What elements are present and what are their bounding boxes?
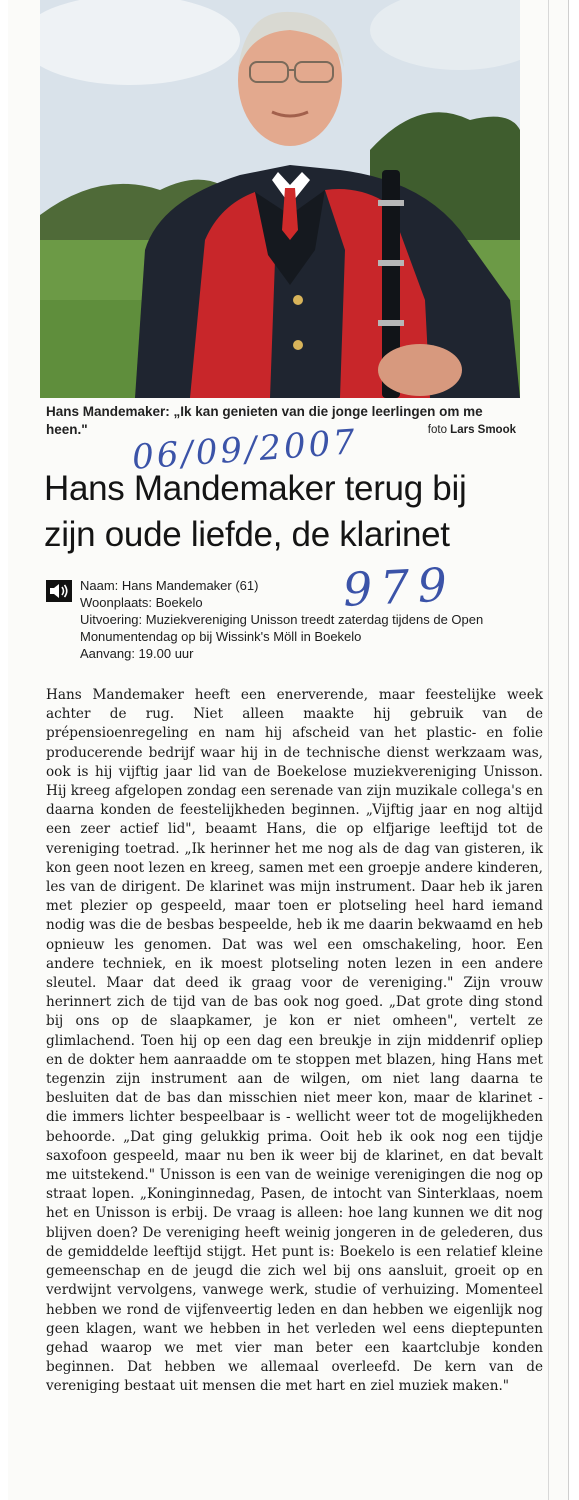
info-name: Naam: Hans Mandemaker (61) (80, 578, 259, 593)
info-performance: Uitvoering: Muziekvereniging Unisson treedt zaterdag tijdens de Open Monumentendag op bij Wissink's Möll in Boekelo (80, 612, 484, 644)
headline-line-2: zijn oude liefde, de klarinet (44, 515, 450, 554)
info-residence: Woonplaats: Boekelo (80, 595, 203, 610)
photo-credit: foto Lars Smook (427, 424, 516, 436)
caption-text: Hans Mandemaker: „Ik kan genieten van die jonge leerlingen om me heen." (46, 404, 483, 437)
article-body (46, 686, 543, 1397)
portrait-illustration (40, 0, 520, 398)
headline (44, 466, 534, 558)
column-rule (548, 0, 549, 1500)
speaker-icon (46, 580, 72, 602)
handwritten-date: 06/09/2007 (130, 422, 360, 478)
handwritten-number: 979 (341, 557, 457, 617)
article-text: Hans Mandemaker heeft een enerverende, maar feestelijke week achter de rug. Niet alleen maakte hij gebruik van de prépensioenregeling en nam hij afscheid van het plastic- en folie producerende bedrijf waar hij in de technische dienst werkzaam was, ook is hij vijftig jaar lid van de Boekelose muziekvereniging Unisson. Hij kreeg afgelopen zondag een serenade van zijn muzikale collega's en daarna konden de feestelijkheden beginnen. „Vijftig jaar en nog altijd een zeer actief lid", beaamt Hans, die op elfjarige leeftijd tot de vereniging toetrad. „Ik herinner het me nog als de dag van gisteren, ik kon geen noot lezen en kreeg, samen met een groepje andere kinderen, les van de dirigent. De klarinet was mijn instrument. Daar heb ik jaren met plezier op gespeeld, maar toen er plotseling heel hard iemand nodig was die de besbas bespeelde, heb ik me daarin bekwaamd en heb opnieuw les genomen. Dat was wel een omschakeling, hoor. Een andere techniek, en ik moest plotseling noten lezen in een andere sleutel. Maar dat deed ik graag voor de vereniging." Zijn vrouw herinnert zich de tijd van de bas ook nog goed. „Dat grote ding stond bij ons op de slaapkamer, je kon er niet omheen", vertelt ze glimlachend. Toen hij op een dag een breukje in zijn middenrif opliep en de dokter hem aanraadde om te stoppen met blazen, hing Hans met tegenzin zijn instrument aan de wilgen, om niet lang daarna te besluiten dat de bas dan misschien niet meer kon, maar de klarinet - die immers lichter bespeelbaar is - wellicht weer tot de mogelijkheden behoorde. „Dat ging gelukkig prima. Ooit heb ik ook nog een tijdje saxofoon gespeeld, maar nu ben ik weer bij de klarinet, en dat bevalt me uitstekend." Unisson is een van de weinige verenigingen die nog op straat lopen. „Koninginnedag, Pasen, de intocht van Sinterklaas, noem het en Unisson is erbij. De vraag is alleen: hoe lang kunnen we dit nog blijven doen? De vereniging heeft weinig jongeren in de gelederen, dus de gemiddelde leeftijd stijgt. Het punt is: Boekelo is een relatief kleine gemeenschap en de jeugd die zich wel bij ons aansluit, groeit op en verdwijnt vervolgens, vanwege werk, studie of verhuizing. Momenteel hebben we rond de vijfenveertig leden en dan hebben we eigenlijk nog geen klagen, want we hebben in het verleden wel eens dieptepunten gehad waarop we met vier man beter een kaartclubje konden beginnen. Dat hebben we allemaal overleefd. De kern van de vereniging bestaat uit mensen die met hart en ziel muziek maken." (46, 687, 543, 1395)
article-photo (40, 0, 520, 398)
headline-line-1: Hans Mandemaker terug bij (44, 469, 467, 508)
info-start: Aanvang: 19.00 uur (80, 646, 194, 661)
